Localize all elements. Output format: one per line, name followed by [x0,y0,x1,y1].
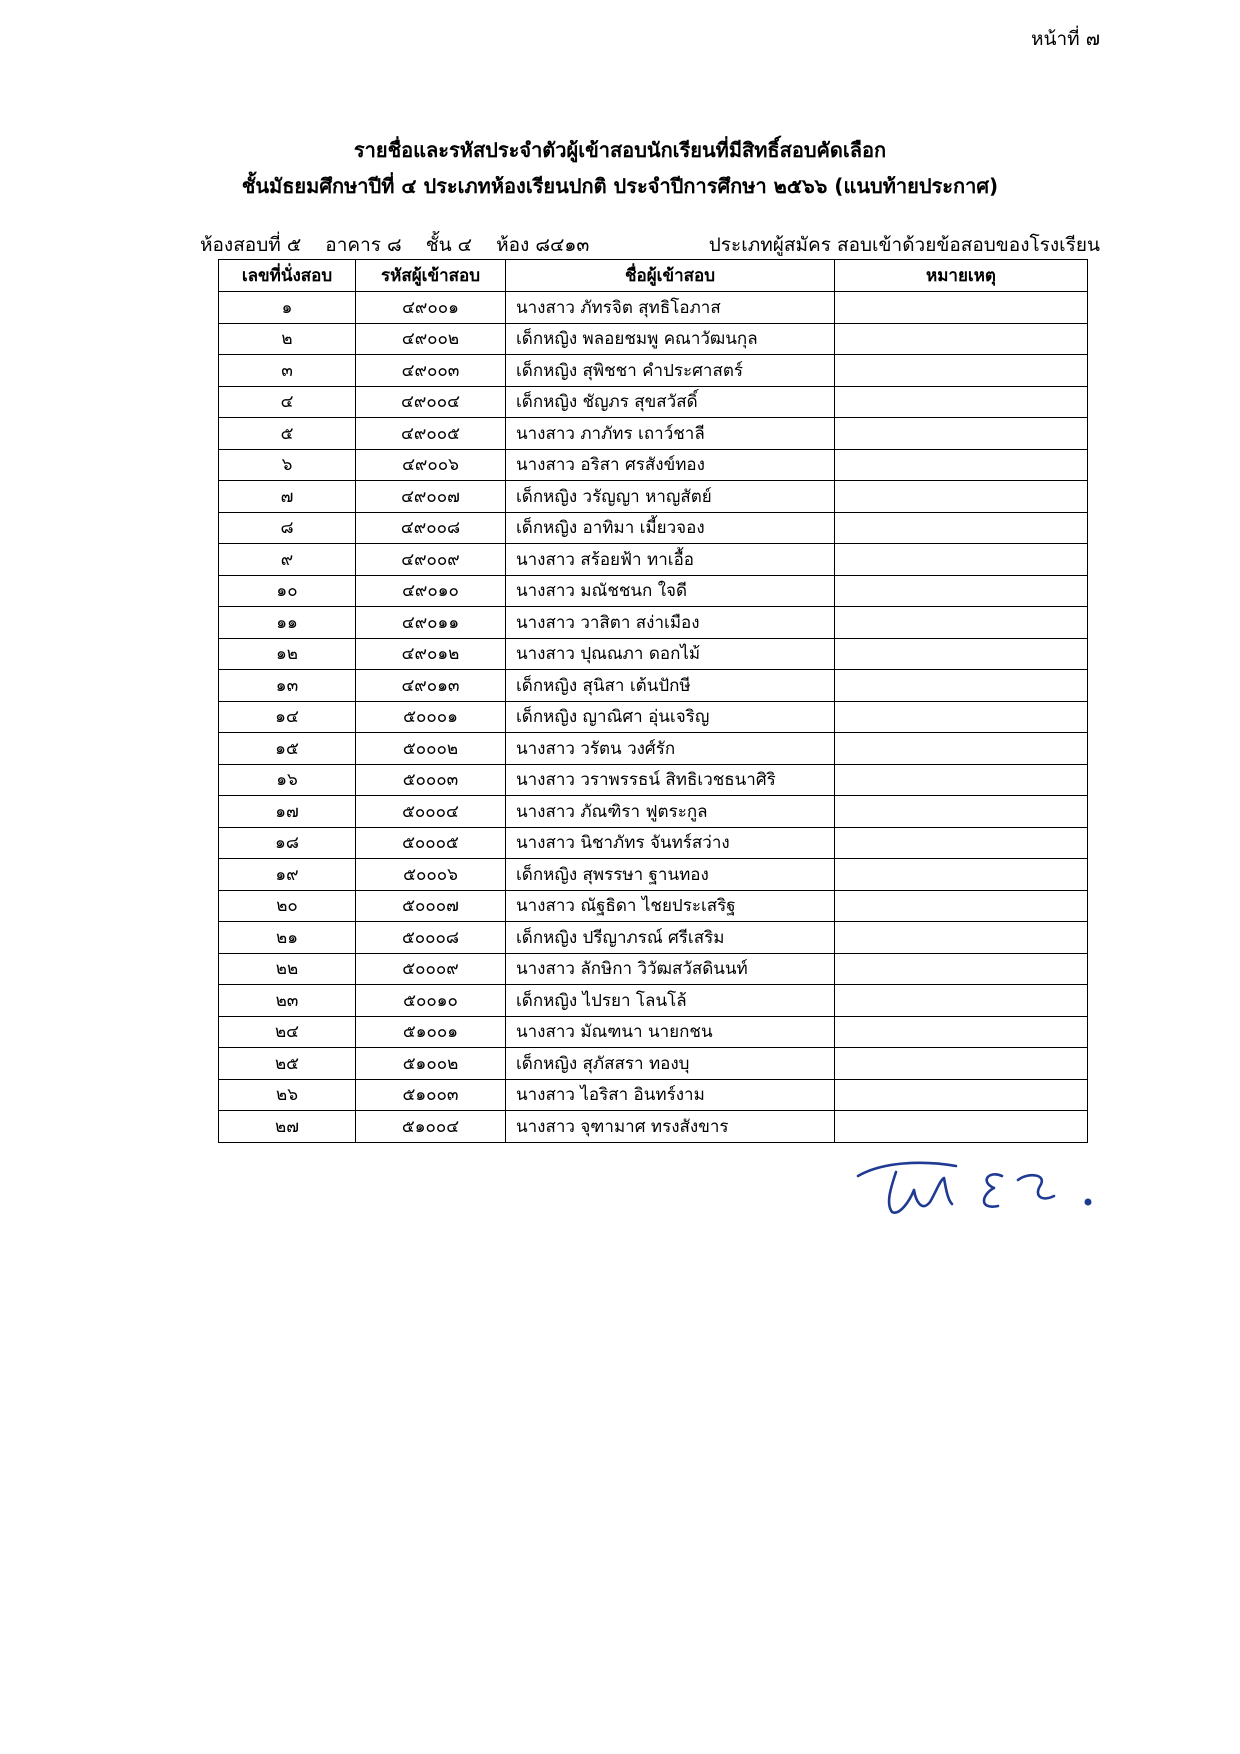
exam-location [200,230,607,260]
examinee-code-cell: ๕๑๐๐๑ [356,1016,506,1048]
handwritten-signature [852,1150,1112,1220]
examinee-code-cell: ๕๐๐๐๑ [356,701,506,733]
header-seat-number: เลขที่นั่งสอบ [219,260,356,292]
remarks-cell [835,575,1088,607]
seat-number-cell: ๑๗ [219,796,356,828]
examinee-code-cell: ๔๙๐๐๓ [356,355,506,387]
examinee-name-cell: นางสาว ภัทรจิต สุทธิโอภาส [506,292,835,324]
seat-number-cell: ๒๓ [219,985,356,1017]
seat-number-cell: ๑๒ [219,638,356,670]
table-row [219,386,1088,418]
remarks-cell [835,449,1088,481]
seat-number-cell: ๑๖ [219,764,356,796]
header-examinee-name: ชื่อผู้เข้าสอบ [506,260,835,292]
examinee-name-cell: เด็กหญิง อาทิมา เมี้ยวจอง [506,512,835,544]
seat-number-cell: ๑๐ [219,575,356,607]
table-row [219,701,1088,733]
examinee-code-cell: ๕๑๐๐๓ [356,1079,506,1111]
seat-number-cell: ๑๕ [219,733,356,765]
examinee-name-cell: นางสาว ณัฐธิดา ไชยประเสริฐ [506,890,835,922]
examinee-code-cell: ๔๙๐๑๒ [356,638,506,670]
examinee-code-cell: ๕๐๐๐๒ [356,733,506,765]
exam-floor: ชั้น ๔ [425,234,473,256]
seat-number-cell: ๔ [219,386,356,418]
page-number: หน้าที่ ๗ [1030,28,1100,50]
examinee-code-cell: ๕๐๐๐๙ [356,953,506,985]
seat-number-cell: ๒ [219,323,356,355]
examinee-code-cell: ๔๙๐๑๓ [356,670,506,702]
examinee-name-cell: นางสาว สร้อยฟ้า ทาเอื้อ [506,544,835,576]
examinee-name-cell: เด็กหญิง สุพิชชา คำประศาสตร์ [506,355,835,387]
examinee-name-cell: เด็กหญิง วรัญญา หาญสัตย์ [506,481,835,513]
table-row [219,890,1088,922]
examinee-name-cell: นางสาว อริสา ศรสังข์ทอง [506,449,835,481]
table-row [219,827,1088,859]
seat-number-cell: ๑๑ [219,607,356,639]
examinee-name-cell: นางสาว มัณฑนา นายกชน [506,1016,835,1048]
examinee-code-cell: ๔๙๐๐๘ [356,512,506,544]
table-row [219,607,1088,639]
examinee-code-cell: ๔๙๐๐๔ [356,386,506,418]
seat-number-cell: ๒๗ [219,1111,356,1143]
header-examinee-code: รหัสผู้เข้าสอบ [356,260,506,292]
remarks-cell [835,1079,1088,1111]
remarks-cell [835,481,1088,513]
examinee-code-cell: ๔๙๐๐๑ [356,292,506,324]
remarks-cell [835,638,1088,670]
header-remarks: หมายเหตุ [835,260,1088,292]
examinee-name-cell: นางสาว ลักษิกา วิวัฒสวัสดินนท์ [506,953,835,985]
examinee-name-cell: นางสาว ปุณณภา ดอกไม้ [506,638,835,670]
remarks-cell [835,764,1088,796]
seat-number-cell: ๑๘ [219,827,356,859]
remarks-cell [835,859,1088,891]
examinee-code-cell: ๕๐๐๐๘ [356,922,506,954]
seat-number-cell: ๒๖ [219,1079,356,1111]
table-header-row [219,260,1088,292]
table-body [219,292,1088,1143]
examinee-name-cell: เด็กหญิง สุภัสสรา ทองบุ [506,1048,835,1080]
seat-number-cell: ๗ [219,481,356,513]
table-row [219,544,1088,576]
examinee-code-cell: ๔๙๐๐๗ [356,481,506,513]
examinee-code-cell: ๔๙๐๑๑ [356,607,506,639]
remarks-cell [835,922,1088,954]
remarks-cell [835,386,1088,418]
examinee-name-cell: เด็กหญิง พลอยชมพู คณาวัฒนกุล [506,323,835,355]
seat-number-cell: ๖ [219,449,356,481]
examinee-name-cell: เด็กหญิง สุพรรษา ฐานทอง [506,859,835,891]
seat-number-cell: ๒๕ [219,1048,356,1080]
table-row [219,859,1088,891]
remarks-cell [835,292,1088,324]
remarks-cell [835,512,1088,544]
remarks-cell [835,1111,1088,1143]
examinee-name-cell: นางสาว ภาภัทร เถาว์ชาลี [506,418,835,450]
examinee-code-cell: ๕๐๐๑๐ [356,985,506,1017]
examinee-name-cell: นางสาว วรัตน วงศ์รัก [506,733,835,765]
examinee-code-cell: ๕๐๐๐๗ [356,890,506,922]
table-row [219,796,1088,828]
examinee-name-cell: เด็กหญิง สุนิสา เต้นปักษี [506,670,835,702]
seat-number-cell: ๙ [219,544,356,576]
table-row [219,512,1088,544]
seat-number-cell: ๑๔ [219,701,356,733]
seat-number-cell: ๒๑ [219,922,356,954]
remarks-cell [835,953,1088,985]
remarks-cell [835,355,1088,387]
seat-number-cell: ๒๒ [219,953,356,985]
examinee-name-cell: นางสาว นิชาภัทร จันทร์สว่าง [506,827,835,859]
examinee-name-cell: เด็กหญิง ญาณิศา อุ่นเจริญ [506,701,835,733]
examinee-code-cell: ๕๑๐๐๔ [356,1111,506,1143]
examinee-code-cell: ๕๑๐๐๒ [356,1048,506,1080]
table-row [219,922,1088,954]
applicant-type: ประเภทผู้สมัคร สอบเข้าด้วยข้อสอบของโรงเรียน [708,234,1100,256]
examinee-code-cell: ๔๙๐๐๒ [356,323,506,355]
examinee-code-cell: ๔๙๐๐๖ [356,449,506,481]
examinee-name-cell: เด็กหญิง ชัญภร สุขสวัสดิ์ [506,386,835,418]
document-title-line-1: รายชื่อและรหัสประจำตัวผู้เข้าสอบนักเรียนที่มีสิทธิ์สอบคัดเลือก [353,138,887,162]
table-row [219,1016,1088,1048]
remarks-cell [835,733,1088,765]
table-row [219,449,1088,481]
table-row [219,292,1088,324]
table-row [219,670,1088,702]
table-row [219,323,1088,355]
table-row [219,733,1088,765]
examinee-name-cell: นางสาว วาสิตา สง่าเมือง [506,607,835,639]
examinee-code-cell: ๕๐๐๐๔ [356,796,506,828]
table-row [219,764,1088,796]
remarks-cell [835,701,1088,733]
examinee-name-cell: นางสาว วราพรรธน์ สิทธิเวชธนาศิริ [506,764,835,796]
document-title-line-2: ชั้นมัธยมศึกษาปีที่ ๔ ประเภทห้องเรียนปกติ ประจำปีการศึกษา ๒๕๖๖ (แนบท้ายประกาศ) [241,174,999,198]
examinee-code-cell: ๕๐๐๐๖ [356,859,506,891]
exam-room-number: ห้อง ๘๔๑๓ [496,234,590,256]
examinee-code-cell: ๔๙๐๐๕ [356,418,506,450]
seat-number-cell: ๘ [219,512,356,544]
table-row [219,575,1088,607]
table-row [219,953,1088,985]
seat-number-cell: ๕ [219,418,356,450]
examinee-code-cell: ๕๐๐๐๕ [356,827,506,859]
remarks-cell [835,1016,1088,1048]
seat-number-cell: ๒๐ [219,890,356,922]
seat-number-cell: ๓ [219,355,356,387]
exam-building: อาคาร ๘ [325,234,402,256]
remarks-cell [835,670,1088,702]
table-row [219,1079,1088,1111]
table-row [219,481,1088,513]
examinee-name-cell: เด็กหญิง ไปรยา โลนโล้ [506,985,835,1017]
remarks-cell [835,323,1088,355]
table-row [219,638,1088,670]
remarks-cell [835,827,1088,859]
seat-number-cell: ๑ [219,292,356,324]
table-row [219,985,1088,1017]
table-row [219,355,1088,387]
examinee-name-cell: เด็กหญิง ปรีญาภรณ์ ศรีเสริม [506,922,835,954]
remarks-cell [835,1048,1088,1080]
remarks-cell [835,607,1088,639]
examinee-code-cell: ๔๙๐๑๐ [356,575,506,607]
remarks-cell [835,985,1088,1017]
table-row [219,418,1088,450]
examinee-name-cell: นางสาว ไอริสา อินทร์งาม [506,1079,835,1111]
examinee-name-cell: นางสาว จุฑามาศ ทรงสังขาร [506,1111,835,1143]
table-row [219,1048,1088,1080]
remarks-cell [835,796,1088,828]
examinee-code-cell: ๕๐๐๐๓ [356,764,506,796]
seat-number-cell: ๑๓ [219,670,356,702]
table-row [219,1111,1088,1143]
examinee-name-cell: นางสาว มณัชชนก ใจดี [506,575,835,607]
seat-number-cell: ๑๙ [219,859,356,891]
remarks-cell [835,418,1088,450]
exam-room: ห้องสอบที่ ๕ [200,234,302,256]
seat-number-cell: ๒๔ [219,1016,356,1048]
remarks-cell [835,544,1088,576]
examinee-table [218,259,1088,1143]
remarks-cell [835,890,1088,922]
examinee-code-cell: ๔๙๐๐๙ [356,544,506,576]
examinee-name-cell: นางสาว ภัณฑิรา ฟูตระกูล [506,796,835,828]
